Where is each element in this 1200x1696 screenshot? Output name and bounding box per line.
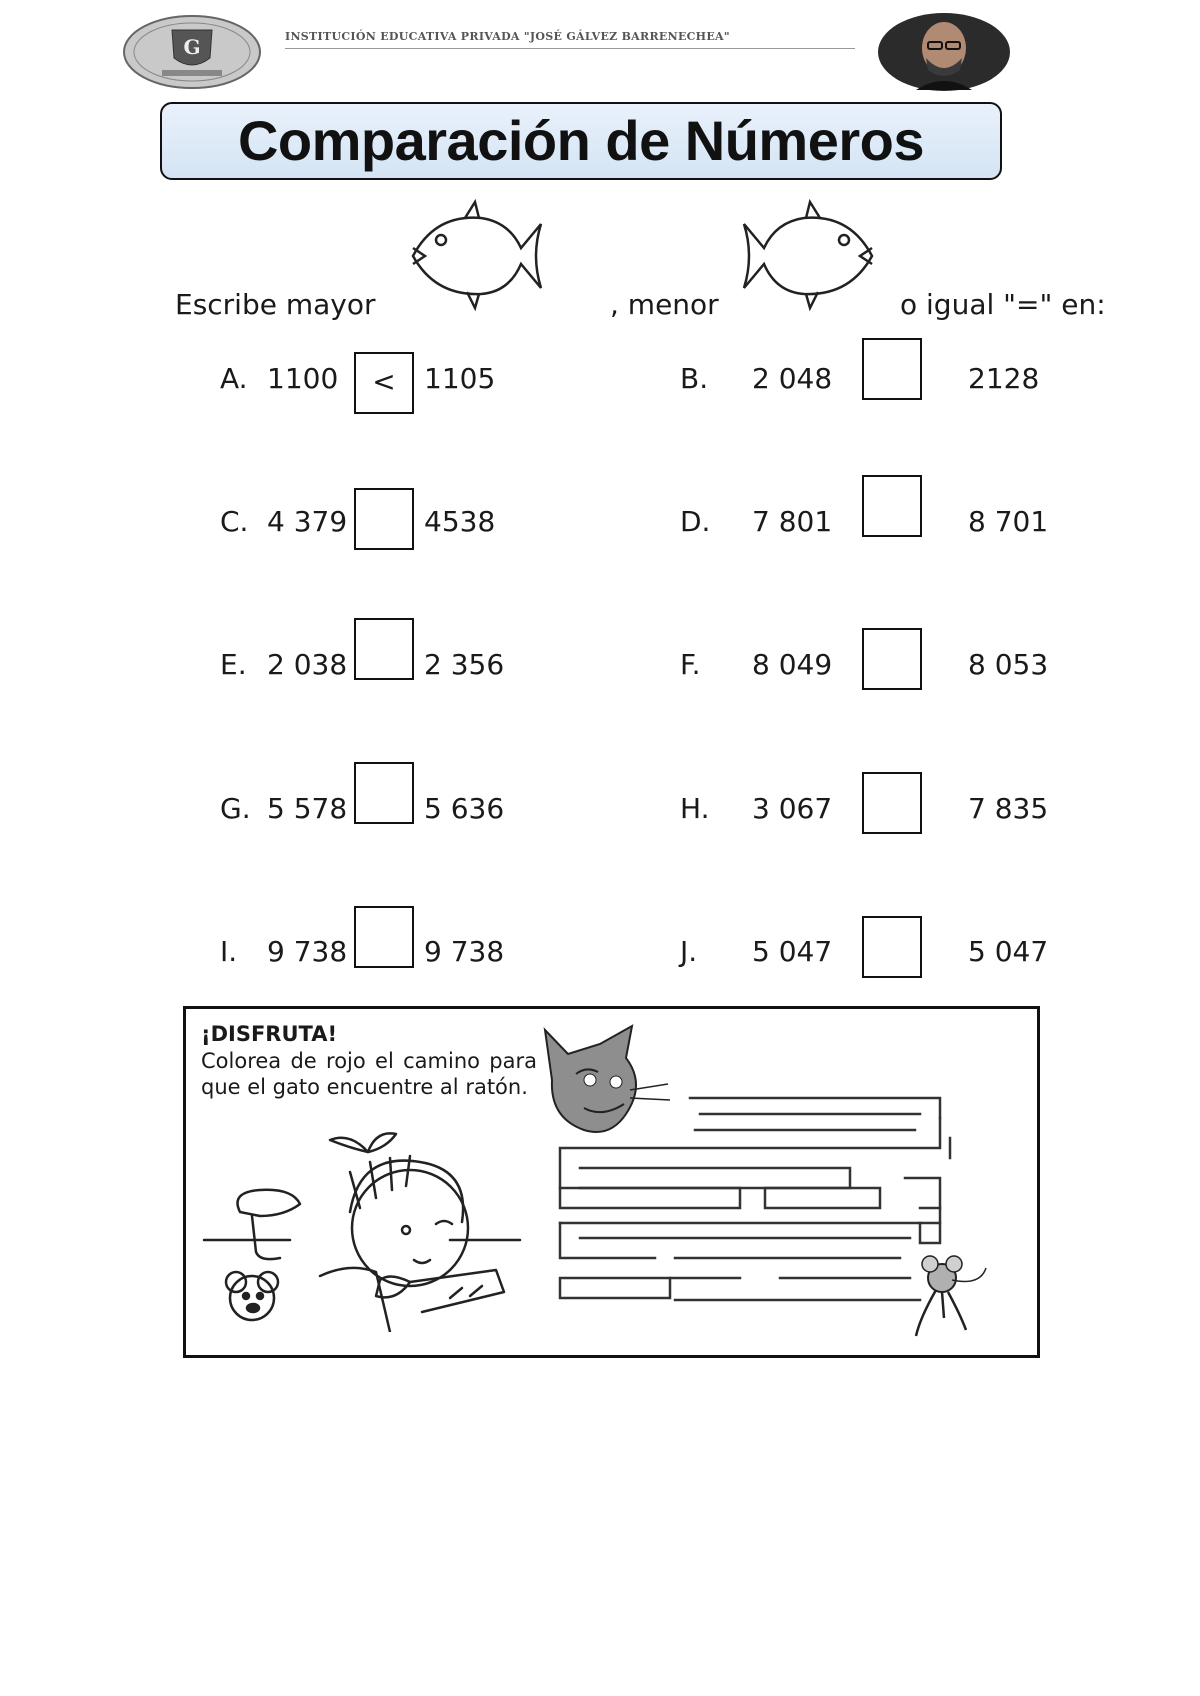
portrait-photo	[876, 12, 1012, 92]
exercise-b-answer-box[interactable]	[862, 338, 922, 400]
exercise-a-label: A.	[220, 362, 248, 395]
exercise-c-label: C.	[220, 505, 249, 538]
exercise-b-right: 2128	[968, 362, 1040, 395]
fish-facing-right-icon	[740, 196, 880, 316]
exercise-d-answer-box[interactable]	[862, 475, 922, 537]
instruction-part-2: , menor	[610, 288, 719, 321]
exercise-d-right: 8 701	[968, 505, 1049, 538]
exercise-a-answer-box[interactable]: <	[354, 352, 414, 414]
maze-icon	[540, 1018, 1035, 1348]
exercise-j-answer-box[interactable]	[862, 916, 922, 978]
exercise-d-left: 7 801	[752, 505, 833, 538]
exercise-g-left: 5 578	[267, 792, 348, 825]
exercise-i-label: I.	[220, 935, 238, 968]
cat-head-icon	[545, 1026, 670, 1132]
exercise-a-right: 1105	[424, 362, 496, 395]
svg-text:G: G	[183, 35, 201, 59]
institution-name: INSTITUCIÓN EDUCATIVA PRIVADA "JOSÉ GÁLVEZ BARRENECHEA"	[285, 30, 730, 43]
exercise-h-right: 7 835	[968, 792, 1049, 825]
page-title: Comparación de Números	[237, 109, 925, 172]
exercise-i-left: 9 738	[267, 935, 348, 968]
exercise-j-label: J.	[680, 935, 698, 968]
instruction-part-1: Escribe mayor	[175, 288, 376, 321]
exercise-c-answer-box[interactable]	[354, 488, 414, 550]
enjoy-instructions: Colorea de rojo el camino para que el gato encuentre al ratón.	[201, 1049, 537, 1099]
exercise-h-label: H.	[680, 792, 710, 825]
exercise-f-right: 8 053	[968, 648, 1049, 681]
exercise-g-label: G.	[220, 792, 251, 825]
header-rule	[285, 48, 855, 49]
exercise-e-label: E.	[220, 648, 247, 681]
exercise-b-left: 2 048	[752, 362, 833, 395]
exercise-f-answer-box[interactable]	[862, 628, 922, 690]
exercise-d-label: D.	[680, 505, 711, 538]
exercise-f-label: F.	[680, 648, 701, 681]
fish-facing-left-icon	[405, 196, 545, 316]
exercise-h-answer-box[interactable]	[862, 772, 922, 834]
school-shield-logo	[122, 14, 262, 90]
exercise-h-left: 3 067	[752, 792, 833, 825]
exercise-c-left: 4 379	[267, 505, 348, 538]
exercise-f-left: 8 049	[752, 648, 833, 681]
mouse-icon	[916, 1256, 986, 1336]
exercise-j-right: 5 047	[968, 935, 1049, 968]
instruction-part-3: o igual "=" en:	[900, 288, 1106, 321]
exercise-i-answer-box[interactable]	[354, 906, 414, 968]
exercise-e-answer-box[interactable]	[354, 618, 414, 680]
exercise-a-left: 1100	[267, 362, 339, 395]
enjoy-title: ¡DISFRUTA!	[201, 1022, 338, 1046]
exercise-j-left: 5 047	[752, 935, 833, 968]
exercise-g-answer-box[interactable]	[354, 762, 414, 824]
exercise-c-right: 4538	[424, 505, 496, 538]
exercise-e-left: 2 038	[267, 648, 348, 681]
exercise-e-right: 2 356	[424, 648, 505, 681]
exercise-b-label: B.	[680, 362, 709, 395]
exercise-g-right: 5 636	[424, 792, 505, 825]
girl-drawing-icon	[200, 1112, 540, 1332]
exercise-i-right: 9 738	[424, 935, 505, 968]
